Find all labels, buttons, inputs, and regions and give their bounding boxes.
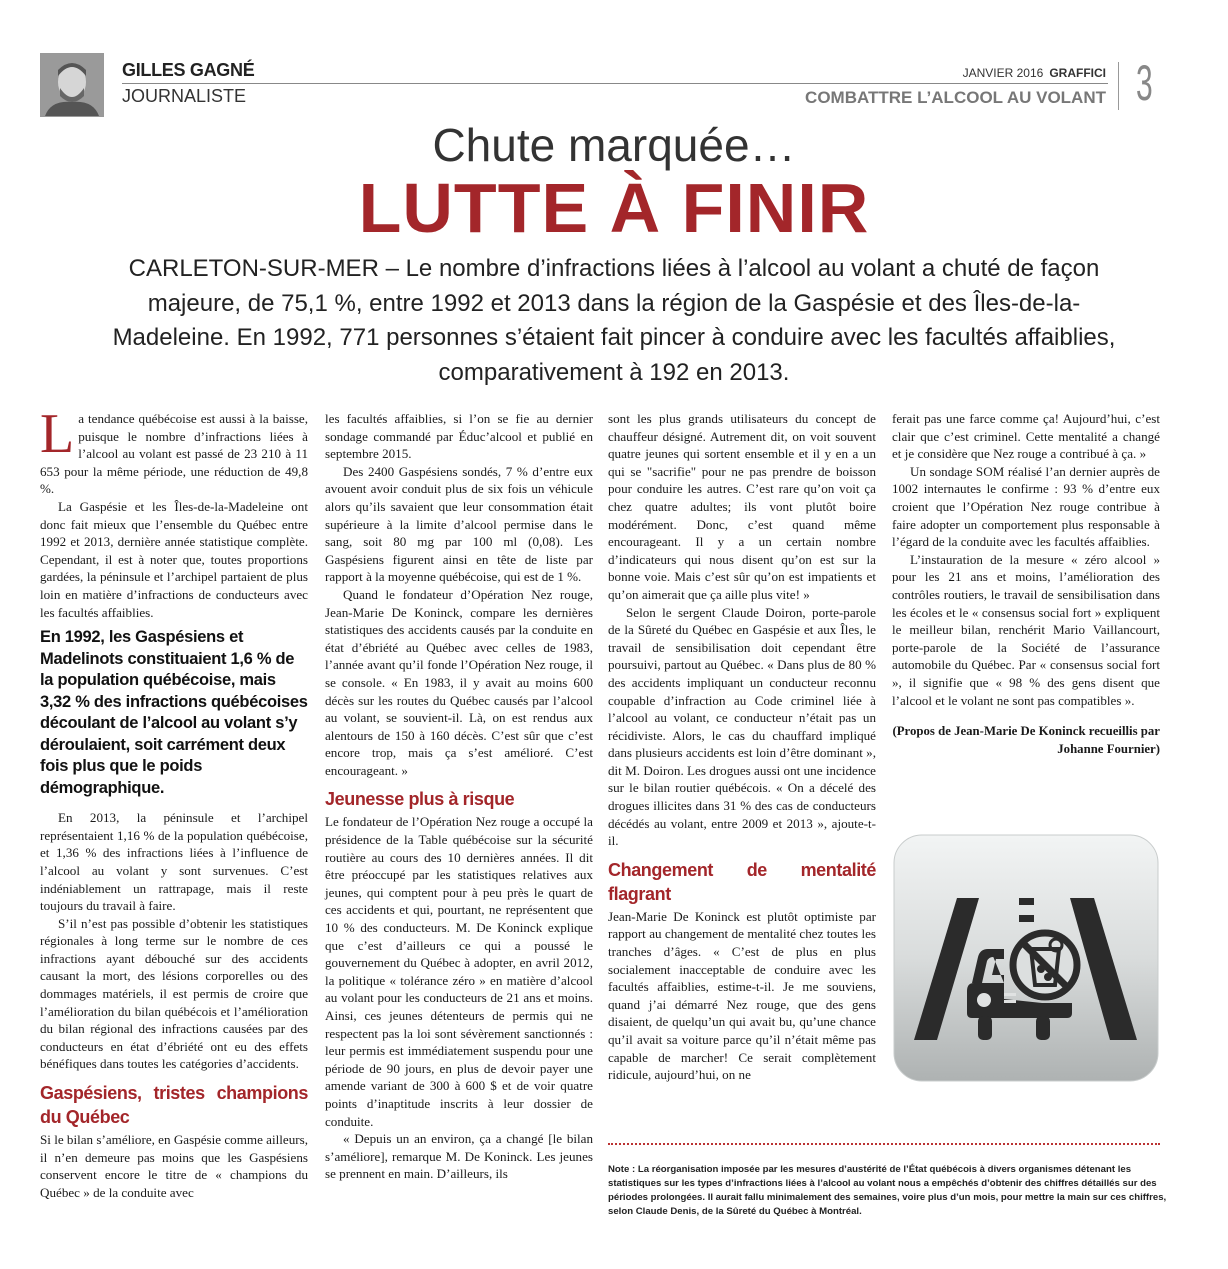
section-title: COMBATTRE L’ALCOOL AU VOLANT xyxy=(805,88,1106,107)
subheading: Changement de mentalité flagrant xyxy=(608,859,876,904)
pull-quote: En 1992, les Gaspésiens et Madelinots constituaient 1,6 % de la population québécoise, mais 3,32 % des infractions québécoises découlant de l’alcool au volant s’y déroulaient, soit carrément deux fois plus que le poids démographique. xyxy=(40,628,308,797)
paragraph: Si le bilan s’améliore, en Gaspésie comme ailleurs, il n’en demeure pas moins que les Gaspésiens conservent encore le titre de « champions du Québec » de la conduite avec xyxy=(40,1132,308,1200)
headline-title: LUTTE À FINIR xyxy=(358,169,870,247)
author-role: JOURNALISTE xyxy=(122,86,247,106)
paragraph: L’instauration de la mesure « zéro alcool » pour les 21 ans et moins, l’amélioration des contrôles routiers, le travail de sensibilisation dans les écoles et le « consensus social fort » expliquent le meilleur bilan, renchérit Mario Vaillancourt, porte-parole de la Société de l’assurance automobile du Québec. Par « consensus social fort », il signifie que « 98 % des gens disent que l’alcool et le volant ne sont pas compatibles ». xyxy=(892,551,1160,708)
issue-date xyxy=(963,66,1106,80)
paragraph: Des 2400 Gaspésiens sondés, 7 % d’entre eux avouent avoir conduit plus de six fois un véhicule alors qu’ils savaient que leur consommation était supérieure à la limite d’alcool permise dans le sang, soit 80 mg par 100 ml (0,08). Les Gaspésiens figurent ainsi en tête de liste par rapport à la moyenne québécoise, qui est de 1 %. xyxy=(325,463,593,585)
drop-cap: L xyxy=(40,403,75,465)
subheading: Gaspésiens, tristes champions du Québec xyxy=(40,1083,308,1128)
author-photo xyxy=(40,53,104,117)
paragraph: a tendance québécoise est aussi à la baisse, puisque le nombre d’infractions liées à l’alcool au volant est passé de 23 210 à 11 653 pour la même période, une réduction de 49,8 %. xyxy=(40,411,308,497)
paragraph: Quand le fondateur d’Opération Nez rouge, Jean-Marie De Koninck, compare les dernières statistiques des accidents causés par la conduite en état d’ébriété au Québec avec celles de 1983, l’année avant qu’il fonde l’Opération Nez rouge, il se console. « En 1983, il y avait au moins 600 décès sur les routes du Québec causés par l’alcool au volant, se souvient-il. Là, on est rendus aux alentours de 150 à 160 décès. C’est sûr que c’est encore trop, mais ça s’est amélioré. C’est encourageant. » xyxy=(325,586,593,778)
paragraph: En 2013, la péninsule et l’archipel représentaient 1,16 % de la population québécoise, et 1,36 % des infractions liées à l’influence de l’alcool au volant y sont survenues. C’est indéniablement un rattrapage, mais il reste toujours du travail à faire. xyxy=(40,810,308,914)
paragraph: Selon le sergent Claude Doiron, porte-parole de la Sûreté du Québec en Gaspésie et aux Îles, le travail de sensibilisation doit cependant être poursuivi, partout au Québec. « Dans plus de 80 % des accidents impliquant un conducteur reconnu coupable d’infraction au Code criminel liée à l’alcool au volant, ce conducteur n’était pas un récidiviste. Alors, le cas du chauffard impliqué dans plusieurs accidents est loin d’être dominant », dit M. Doiron. Les drogues aussi ont une incidence sur le bilan routier québécois. « On a décelé des drogues illicites dans 31 % des cas de conducteurs décédés au volant, entre 2009 et 2013 », ajoute-t-il. xyxy=(608,604,876,849)
page-number-divider xyxy=(1118,62,1119,110)
publication-name: GRAFFICI xyxy=(1049,66,1106,80)
author-name: GILLES GAGNÉ xyxy=(122,60,255,80)
header-divider xyxy=(122,83,1108,84)
paragraph: Un sondage SOM réalisé l’an dernier auprès de 1002 internautes le confirme : 93 % d’entre eux croient que l’Opération Nez rouge contribue à faire adopter un comportement plus responsable à l’égard de la conduite avec les facultés affaiblies. xyxy=(892,463,1160,550)
author-portrait-icon xyxy=(41,54,103,116)
paragraph: sont les plus grands utilisateurs du concept de chauffeur désigné. Autrement dit, on voit souvent quatre jeunes qui sortent ensemble et il y en a un qui se "sacrifie" pour ne pas prendre de boisson pour conduire les autres. C’est rare qu’on voit ça chez quatre adultes; ils vont plutôt boire modérément. Donc, c’est quand même encourageant. Il y a un certain nombre d’indicateurs qui nous disent qu’on est sur la bonne voie. Mais c’est sûr qu’on est impatients et qu’on aimerait que ça aille plus vite! » xyxy=(608,411,876,602)
paragraph: S’il n’est pas possible d’obtenir les statistiques régionales à long terme sur le nombre de ces infractions ayant débouché sur des accidents causant la mort, des lésions corporelles ou des dommages matériels, il est permis de croire que l’amélioration du bilan québécois et l’amélioration du bilan régional des infractions causées par des conducteurs en état d’ébriété ont eu des effets bénéfiques dans toutes les catégories d’accidents. xyxy=(40,915,308,1072)
date-text: JANVIER 2016 xyxy=(962,66,1044,80)
headline-kicker: Chute marquée… xyxy=(432,119,796,171)
subheading: Jeunesse plus à risque xyxy=(325,789,515,810)
no-drinking-and-driving-icon xyxy=(892,833,1160,1083)
column-1 xyxy=(40,403,308,1201)
column-3 xyxy=(608,410,876,1084)
page-number: 3 xyxy=(1136,55,1153,111)
paragraph: Le fondateur de l’Opération Nez rouge a occupé la présidence de la Table québécoise sur la sécurité routière au cours des 10 dernières années. Il dit être préoccupé par les statistiques relatives aux jeunes, qui comptent pour à peu près le quart de ces accidents et qui, pourtant, ne représentent que 10 % des conducteurs. M. De Koninck explique que c’est d’ailleurs ce qui a poussé le gouvernement du Québec à adopter, en avril 2012, la politique « tolérance zéro » en matière d’alcool au volant pour les conducteurs de 21 ans et moins. Ainsi, ces jeunes détenteurs de permis qui ne respectent pas la loi sont sévèrement sanctionnés : leur permis est immédiatement suspendu pour une période de 90 jours, en plus de devoir payer une amende variant de 300 à 600 $ et de voir quatre points d’inaptitude inscrits à leur dossier de conduite. xyxy=(325,814,593,1129)
interview-credit: (Propos de Jean-Marie De Koninck recueillis par Johanne Fournier) xyxy=(892,724,1160,756)
paragraph: les facultés affaiblies, si l’on se fie au dernier sondage commandé par Éduc’alcool et publié en septembre 2015. xyxy=(325,411,593,462)
paragraph: « Depuis un an environ, ça a changé [le bilan s’améliore], remarque M. De Koninck. Les jeunes se prennent en main. D’ailleurs, ils xyxy=(325,1131,593,1182)
lead-paragraph: CARLETON-SUR-MER – Le nombre d’infractions liées à l’alcool au volant a chuté de façon majeure, de 75,1 %, entre 1992 et 2013 dans la région de la Gaspésie et des Îles-de-la-Madeleine. En 1992, 771 personnes s’étaient fait pincer à conduire avec les facultés affaiblies, comparativement à 192 en 2013. xyxy=(112,255,1116,386)
note-divider xyxy=(608,1143,1160,1145)
paragraph: ferait pas une farce comme ça! Aujourd’hui, c’est clair que c’est criminel. Cette mentalité a changé et je considère que Nez rouge a contribué à ça. » xyxy=(892,411,1160,462)
column-2 xyxy=(325,410,593,1183)
editorial-note: Note : La réorganisation imposée par les mesures d’austérité de l’État québécois à divers organismes détenant les statistiques sur les types d’infractions liées à l’alcool au volant nous a empêchés d’obtenir des chiffres détaillés sur des périodes prolongées. Il aurait fallu minimalement des semaines, voire plus d’un mois, pour mettre la main sur ces chiffres, selon Claude Denis, de la Sûreté du Québec à Montréal. xyxy=(608,1164,1167,1217)
column-4 xyxy=(892,410,1160,758)
paragraph: Jean-Marie De Koninck est plutôt optimiste par rapport au changement de mentalité chez toutes les tranches d’âges. « C’est de plus en plus socialement inacceptable de conduire avec les facultés affaiblies, estime-t-il. Je me souviens, quand j’ai démarré Nez rouge, que des gens disaient, de quelqu’un qui avait bu, qu’une chance qu’il avait sa voiture parce qu’il n’était même pas capable de marcher! Ce serait complètement ridicule, aujourd’hui, on ne xyxy=(608,908,876,1083)
paragraph: La Gaspésie et les Îles-de-la-Madeleine ont donc fait mieux que l’ensemble du Québec entre 1992 et 2013, dernière année statistique complète. Cependant, il est à noter que, toutes proportions gardées, la péninsule et l’archipel partaient de plus loin en matière d’infractions de conducteurs avec les facultés affaiblies. xyxy=(40,498,308,620)
